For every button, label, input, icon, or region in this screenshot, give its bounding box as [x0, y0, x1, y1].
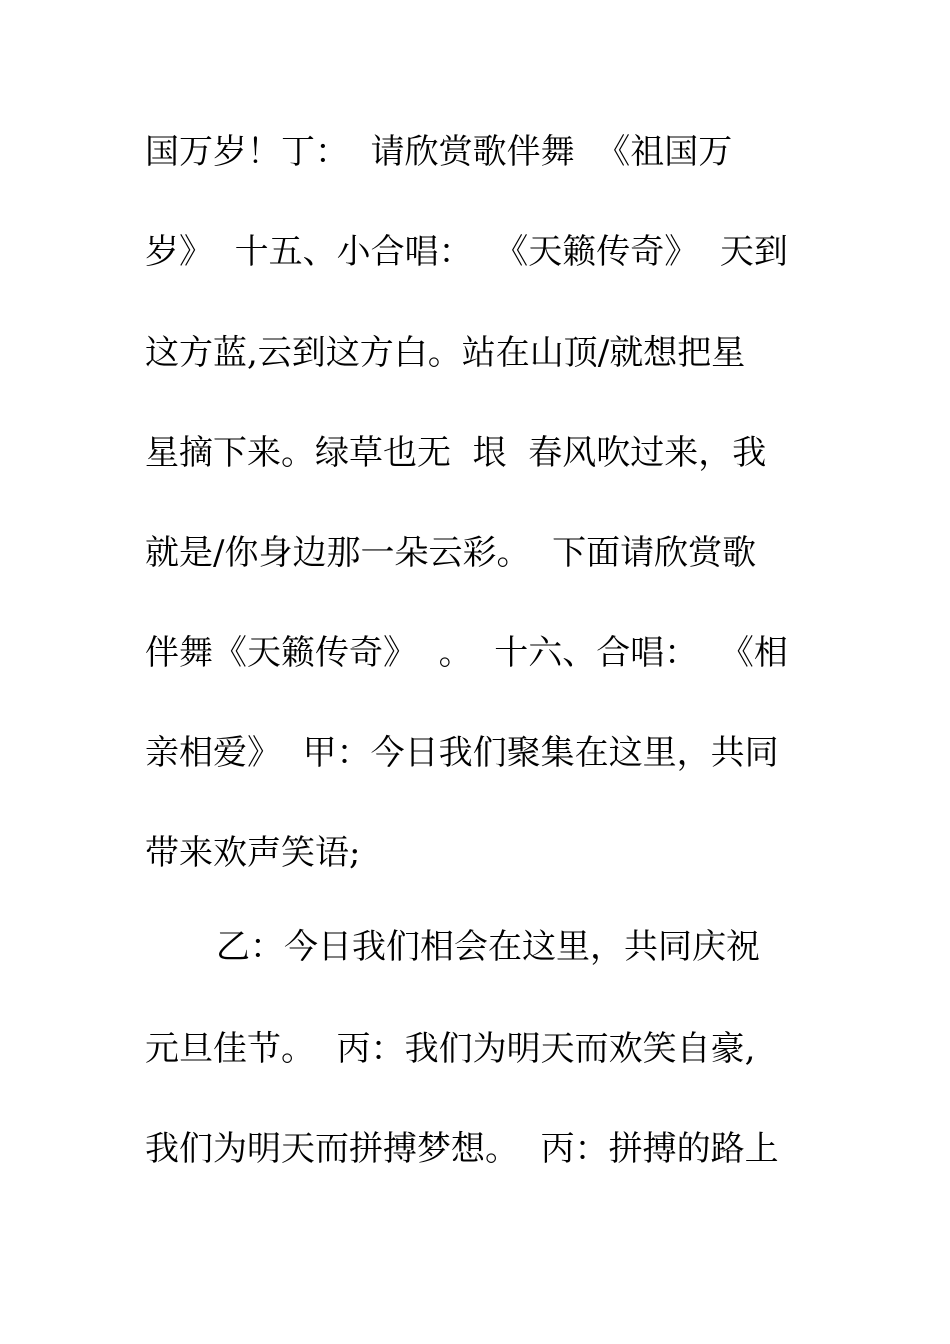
text-line: 元旦佳节。 丙：我们为明天而欢笑自豪,: [145, 1029, 756, 1069]
text-line: 带来欢声笑语;: [145, 833, 361, 873]
text-line: 就是/你身边那一朵云彩。 下面请欣赏歌: [145, 533, 757, 573]
text-line: 国万岁！丁： 请欣赏歌伴舞 《祖国万: [145, 132, 733, 172]
text-line: 这方蓝,云到这方白。站在山顶/就想把星: [145, 333, 746, 373]
text-line: 亲相爱》 甲：今日我们聚集在这里，共同: [145, 733, 779, 773]
text-line: 我们为明天而拼搏梦想。 丙：拼搏的路上: [145, 1129, 779, 1169]
text-line: 伴舞《天籁传奇》 。 十六、合唱： 《相: [145, 633, 788, 673]
text-line: 岁》 十五、小合唱： 《天籁传奇》 天到: [145, 232, 788, 272]
text-line: 星摘下来。绿草也无 垠 春风吹过来，我: [145, 433, 767, 473]
paragraph-start-line: 乙：今日我们相会在这里，共同庆祝: [216, 927, 760, 967]
